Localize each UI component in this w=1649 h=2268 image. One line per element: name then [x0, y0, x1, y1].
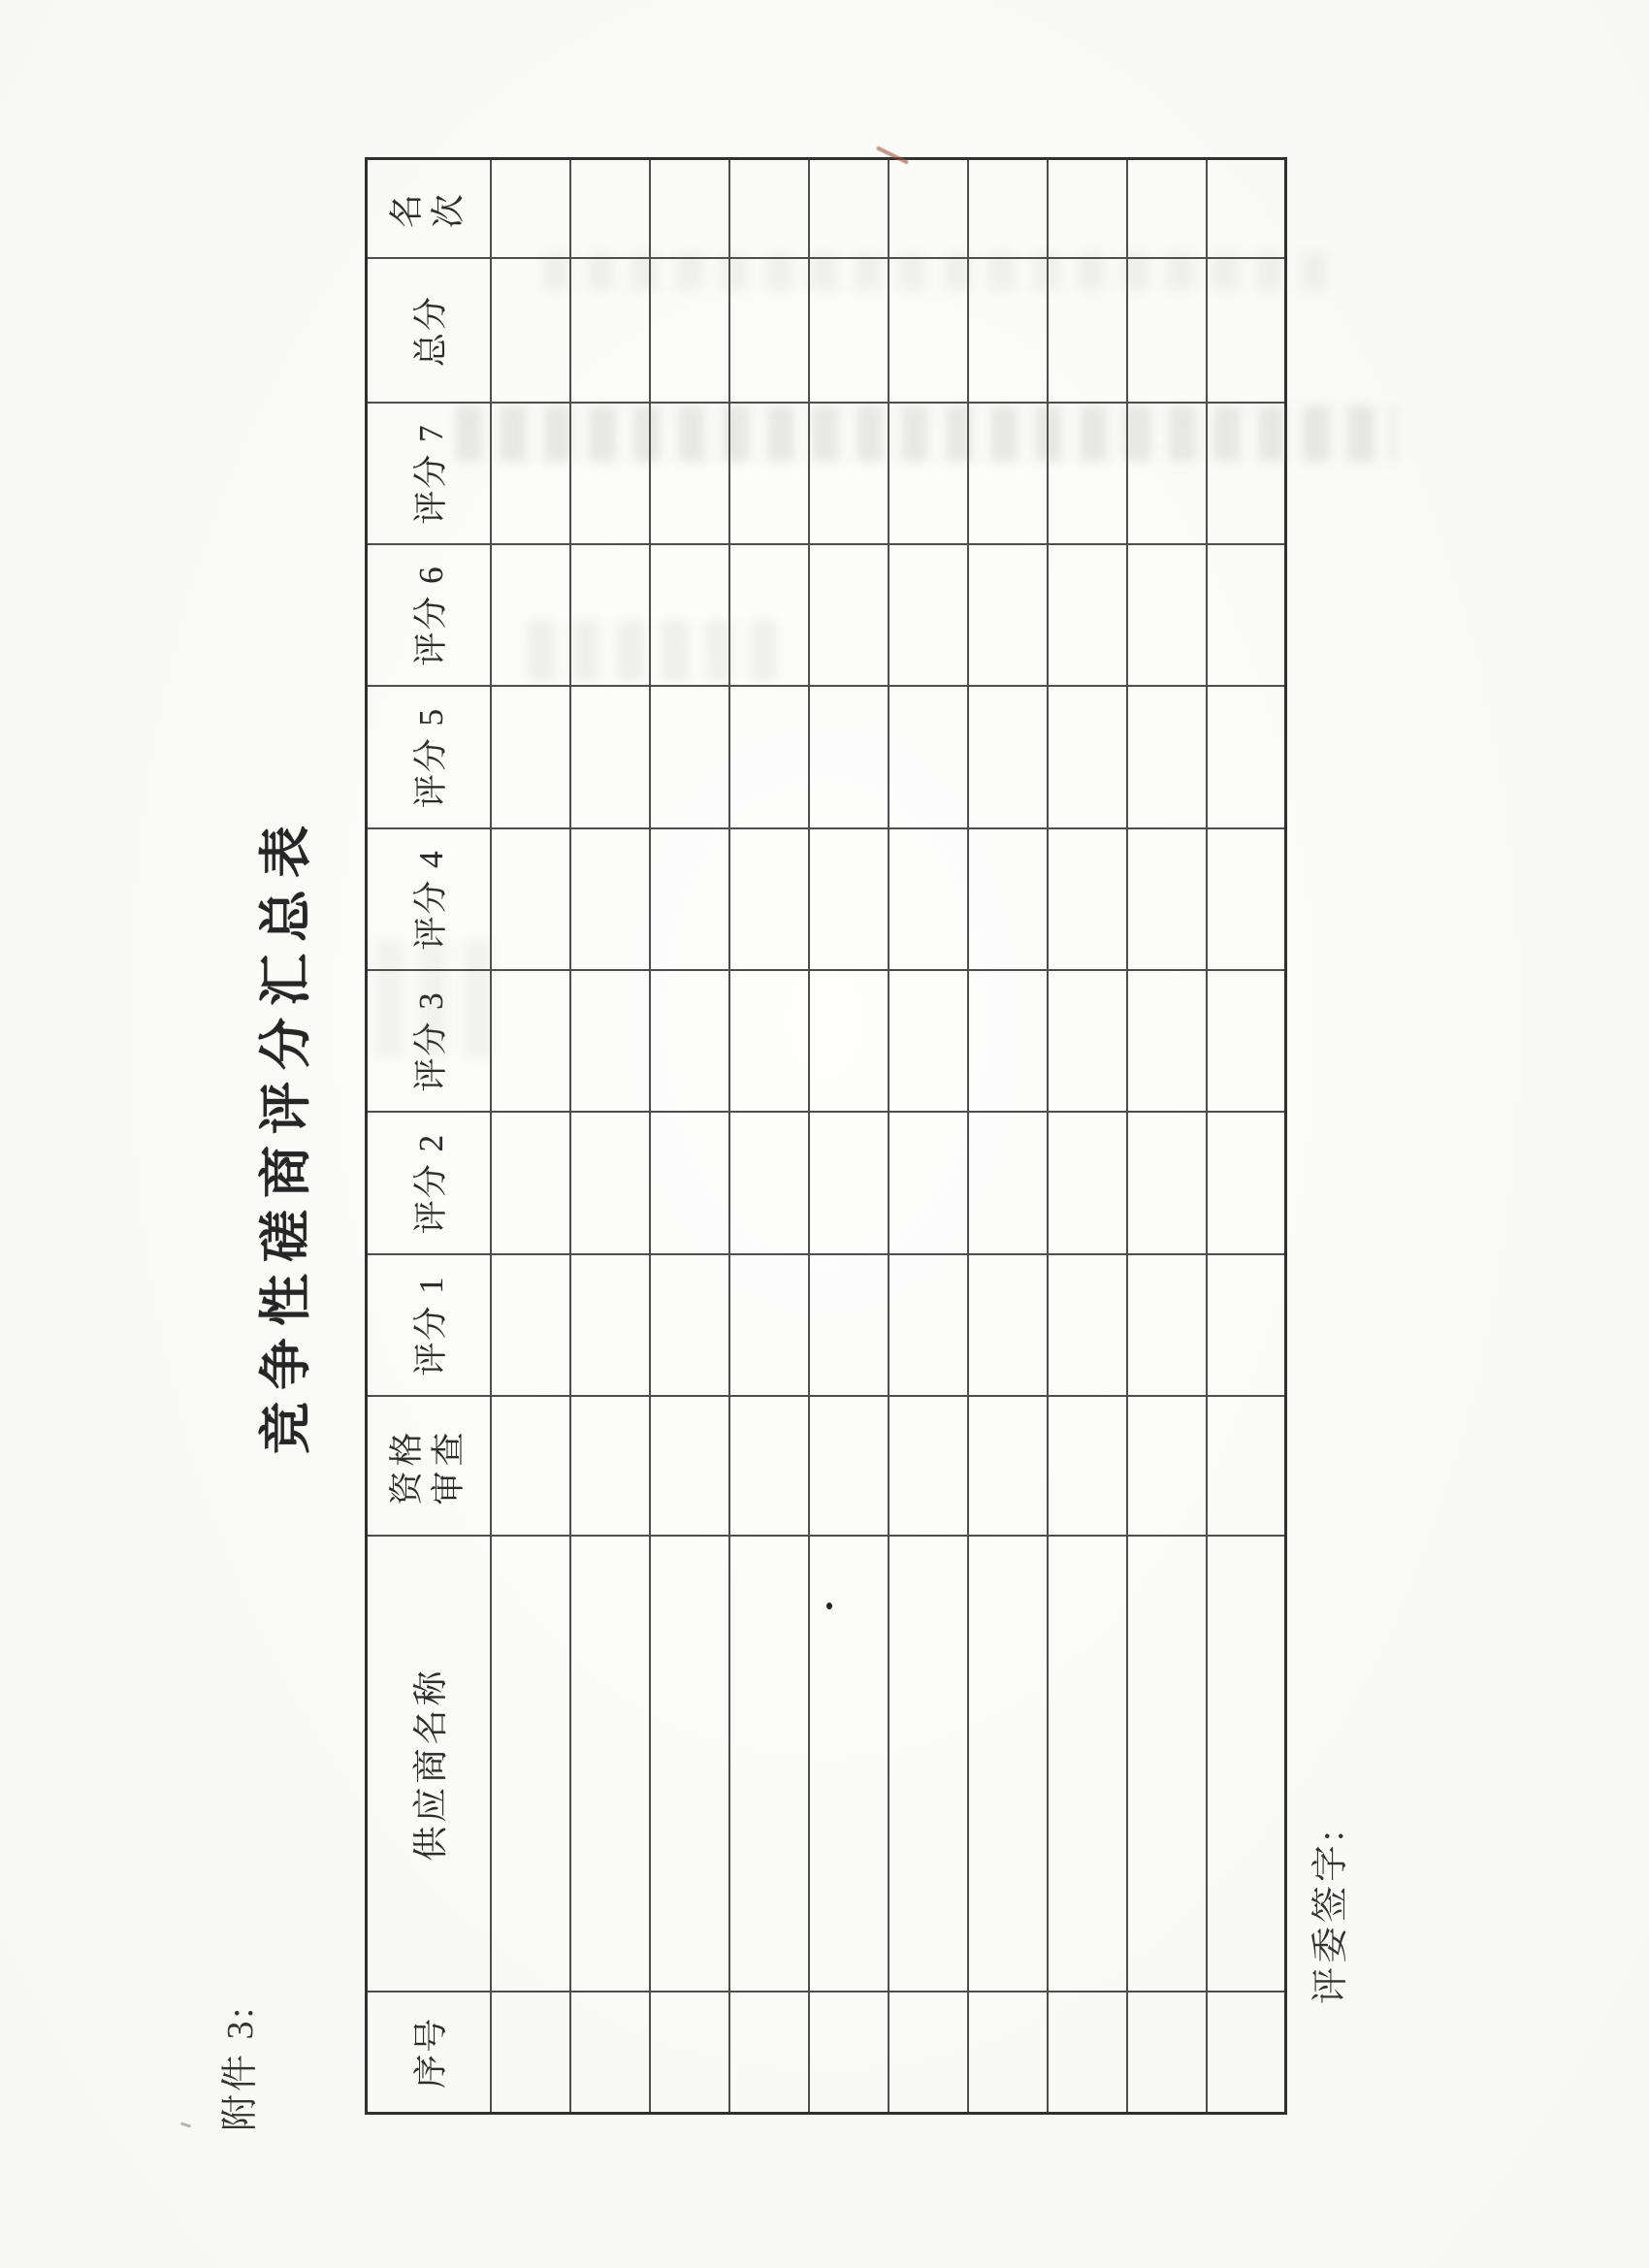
empty-data-cell — [1048, 1993, 1127, 2114]
header-cell-score-4: 评分 4 — [367, 829, 491, 971]
empty-data-cell — [889, 829, 968, 971]
empty-data-cell — [491, 971, 570, 1113]
empty-data-cell — [968, 545, 1048, 687]
empty-data-cell — [1207, 1255, 1286, 1397]
empty-data-cell — [650, 687, 729, 829]
empty-data-cell — [809, 159, 889, 259]
bleedthrough-smudge — [376, 941, 498, 1057]
empty-data-cell — [650, 159, 729, 259]
header-cell-qualification-review — [367, 1397, 491, 1537]
empty-data-cell — [570, 829, 650, 971]
empty-data-cell — [1207, 545, 1286, 687]
empty-data-cell — [1127, 1255, 1207, 1397]
empty-data-cell — [650, 1397, 729, 1537]
header-cell-score-5: 评分 5 — [367, 687, 491, 829]
empty-data-cell — [809, 1255, 889, 1397]
empty-data-cell — [968, 1993, 1048, 2114]
empty-data-cell — [809, 687, 889, 829]
empty-data-cell — [729, 971, 809, 1113]
header-cell-score-6: 评分 6 — [367, 545, 491, 687]
empty-data-cell — [1207, 1113, 1286, 1255]
empty-data-cell — [729, 1255, 809, 1397]
header-cell-score-1: 评分 1 — [367, 1255, 491, 1397]
empty-data-cell — [1207, 1537, 1286, 1993]
empty-data-cell — [570, 1255, 650, 1397]
empty-data-cell — [1127, 971, 1207, 1113]
empty-data-cell — [491, 1113, 570, 1255]
empty-data-cell — [570, 971, 650, 1113]
empty-data-cell — [1127, 1397, 1207, 1537]
empty-data-cell — [968, 1255, 1048, 1397]
document-title: 竞争性磋商评分汇总表 — [257, 814, 315, 1454]
empty-data-cell — [889, 545, 968, 687]
empty-data-cell — [491, 159, 570, 259]
empty-data-cell — [570, 1993, 650, 2114]
empty-data-cell — [889, 687, 968, 829]
empty-data-cell — [968, 1537, 1048, 1993]
empty-data-cell — [650, 1113, 729, 1255]
empty-data-cell — [491, 687, 570, 829]
empty-data-cell — [809, 1993, 889, 2114]
header-cell-score-2: 评分 2 — [367, 1113, 491, 1255]
qualification-review-line-1: 资格 — [388, 1427, 427, 1506]
empty-data-cell — [968, 971, 1048, 1113]
empty-data-cell — [1207, 829, 1286, 971]
empty-data-cell — [1127, 687, 1207, 829]
empty-data-cell — [1127, 1993, 1207, 2114]
empty-data-cell — [650, 1993, 729, 2114]
bleedthrough-smudge — [456, 405, 1397, 462]
bleedthrough-smudge — [529, 621, 776, 681]
empty-data-cell — [570, 1113, 650, 1255]
empty-data-cell — [729, 1113, 809, 1255]
empty-data-cell — [1048, 829, 1127, 971]
empty-data-cell — [1048, 1397, 1127, 1537]
empty-data-cell — [1127, 1537, 1207, 1993]
empty-data-cell — [491, 1397, 570, 1537]
empty-data-cell — [889, 1397, 968, 1537]
empty-data-cell — [889, 1113, 968, 1255]
empty-data-cell — [1207, 159, 1286, 259]
empty-data-cell — [809, 1397, 889, 1537]
empty-data-cell — [968, 1113, 1048, 1255]
empty-data-cell — [1048, 1255, 1127, 1397]
scan-tick-mark — [180, 2122, 191, 2127]
empty-data-cell — [1048, 687, 1127, 829]
empty-data-cell — [729, 1537, 809, 1993]
empty-data-cell — [1207, 971, 1286, 1113]
empty-data-cell — [570, 1537, 650, 1993]
qualification-review-line-2: 审查 — [429, 1427, 468, 1506]
empty-data-cell — [809, 829, 889, 971]
empty-data-cell — [650, 829, 729, 971]
empty-data-cell — [1048, 159, 1127, 259]
empty-data-cell — [968, 829, 1048, 971]
empty-data-cell — [650, 971, 729, 1113]
rank-line-1: 名 — [388, 189, 427, 229]
empty-data-cell — [889, 1537, 968, 1993]
empty-data-cell — [1207, 1993, 1286, 2114]
empty-data-cell — [491, 829, 570, 971]
rank-line-2: 次 — [429, 189, 468, 229]
ink-speck — [826, 1603, 832, 1609]
header-cell-rank — [367, 159, 491, 259]
empty-data-cell — [570, 159, 650, 259]
empty-data-cell — [809, 1537, 889, 1993]
empty-data-cell — [809, 971, 889, 1113]
empty-data-cell — [491, 1993, 570, 2114]
empty-data-cell — [968, 159, 1048, 259]
empty-data-cell — [1127, 1113, 1207, 1255]
empty-data-cell — [1048, 971, 1127, 1113]
empty-data-cell — [491, 1255, 570, 1397]
empty-data-cell — [1127, 545, 1207, 687]
empty-data-cell — [1127, 159, 1207, 259]
header-cell-supplier-name: 供应商名称 — [367, 1537, 491, 1993]
empty-data-cell — [1127, 829, 1207, 971]
empty-data-cell — [570, 687, 650, 829]
header-cell-total-score: 总分 — [367, 259, 491, 404]
empty-data-cell — [650, 1255, 729, 1397]
empty-data-cell — [1207, 687, 1286, 829]
empty-data-cell — [729, 1397, 809, 1537]
empty-data-cell — [729, 687, 809, 829]
empty-data-cell — [1048, 1537, 1127, 1993]
header-cell-serial-number: 序号 — [367, 1993, 491, 2114]
empty-data-cell — [1048, 545, 1127, 687]
empty-data-cell — [729, 1993, 809, 2114]
empty-data-cell — [1207, 1397, 1286, 1537]
empty-data-cell — [1048, 1113, 1127, 1255]
empty-data-cell — [570, 1397, 650, 1537]
empty-data-cell — [889, 971, 968, 1113]
attachment-label: 附件 3: — [220, 2004, 261, 2131]
empty-data-cell — [729, 159, 809, 259]
empty-data-cell — [968, 1397, 1048, 1537]
empty-data-cell — [809, 545, 889, 687]
empty-data-cell — [650, 1537, 729, 1993]
empty-data-cell — [889, 1255, 968, 1397]
header-cell-score-3: 评分 3 — [367, 971, 491, 1113]
empty-data-cell — [968, 687, 1048, 829]
empty-data-cell — [809, 1113, 889, 1255]
empty-data-cell — [729, 829, 809, 971]
empty-data-cell — [889, 159, 968, 259]
empty-data-cell — [889, 1993, 968, 2114]
header-cell-score-7: 评分 7 — [367, 404, 491, 545]
bleedthrough-smudge — [543, 252, 1339, 291]
empty-data-cell — [491, 1537, 570, 1993]
signature-label: 评委签字: — [1310, 1827, 1351, 2004]
